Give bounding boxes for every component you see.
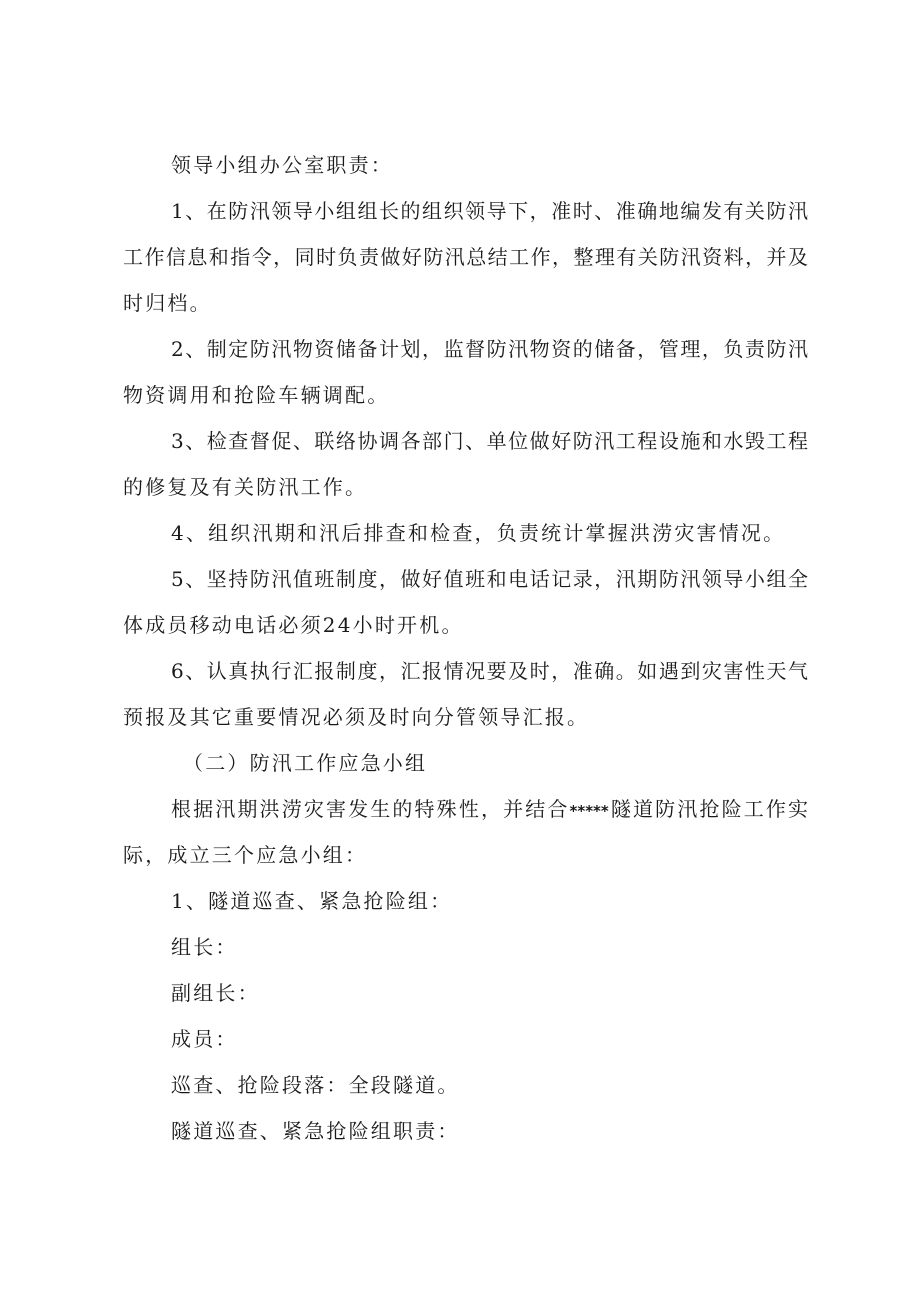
document-page: [123, 142, 808, 1154]
duty-item-5: [123, 556, 808, 648]
group1-section-range: 巡查、抢险段落：全段隧道。: [171, 1073, 460, 1097]
duty-line: 3、检查督促、联络协调各部门、单位做好防汛工程设施和水毁工程: [171, 429, 808, 453]
duty-line: 5、坚持防汛值班制度，做好值班和电话记录，汛期防汛领导小组全: [171, 567, 808, 591]
group1-duties-title: 隧道巡查、紧急抢险组职责：: [171, 1119, 460, 1143]
group1-section: [123, 878, 808, 1154]
duty-line: 预报及其它重要情况必须及时向分管领导汇报。: [123, 705, 590, 729]
duty-line: 工作信息和指令，同时负责做好防汛总结工作，整理有关防汛资料，并及: [123, 245, 808, 269]
group1-title: 1、隧道巡查、紧急抢险组：: [171, 889, 453, 913]
group1-deputy: 副组长：: [171, 981, 260, 1005]
intro-text-before: 根据汛期洪涝灾害发生的特殊性，并结合: [171, 797, 570, 821]
duty-line: 1、在防汛领导小组组长的组织领导下，准时、准确地编发有关防汛: [171, 199, 808, 223]
office-duties-heading: 领导小组办公室职责：: [171, 153, 393, 177]
duty-line: 2、制定防汛物资储备计划，监督防汛物资的储备，管理，负责防汛: [171, 337, 808, 361]
duty-item-2: [123, 326, 808, 418]
intro-line: 际，成立三个应急小组：: [123, 843, 368, 867]
intro-text-after: 隧道防汛抢险工作实: [608, 797, 809, 821]
duty-item-3: [123, 418, 808, 510]
emergency-group-heading: （二）防汛工作应急小组: [183, 751, 428, 775]
emergency-intro: [123, 786, 808, 878]
group1-leader: 组长：: [171, 935, 238, 959]
group1-members: 成员：: [171, 1027, 238, 1051]
duty-line: 体成员移动电话必须24小时开机。: [123, 613, 464, 637]
redacted-name: *****: [569, 802, 609, 820]
duty-line: 6、认真执行汇报制度，汇报情况要及时，准确。如遇到灾害性天气: [171, 659, 808, 683]
duty-line: 时归档。: [123, 291, 212, 315]
duty-line: 的修复及有关防汛工作。: [123, 475, 368, 499]
duty-line: 4、组织汛期和汛后排查和检查，负责统计掌握洪涝灾害情况。: [171, 521, 786, 545]
duty-item-1: [123, 188, 808, 326]
duty-item-6: [123, 648, 808, 740]
duty-line: 物资调用和抢险车辆调配。: [123, 383, 390, 407]
intro-line: [123, 786, 808, 832]
duty-item-4: [123, 510, 808, 556]
